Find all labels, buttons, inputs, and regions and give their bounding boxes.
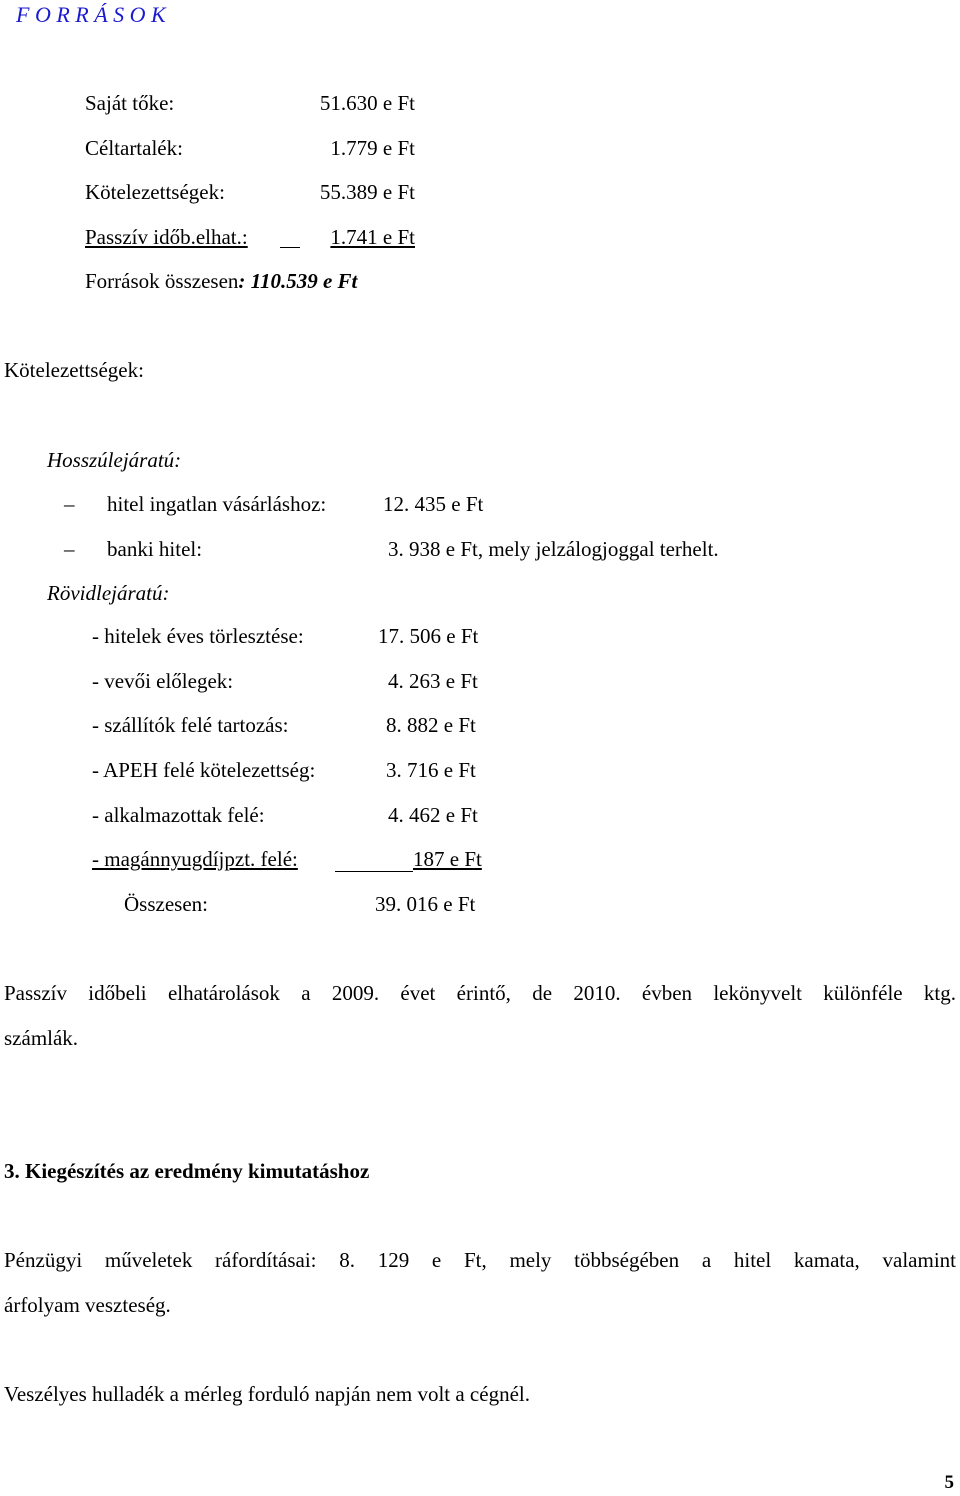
long-term-value-ingatlan: 12. 435 e Ft — [383, 492, 484, 516]
short-term-label: - vevői előlegek: — [92, 669, 234, 693]
summary-value-sajat-toke: 51.630 e Ft — [319, 91, 415, 115]
summary-label-kotelezettsegek: Kötelezettségek: — [85, 180, 225, 204]
long-term-bullet: – — [64, 492, 75, 516]
short-term-label: - szállítók felé tartozás: — [92, 713, 289, 737]
short-term-title: Rövidlejáratú: — [47, 581, 170, 605]
summary-label-passziv: Passzív időb.elhat.: — [85, 225, 248, 249]
summary-value-passziv: 1.741 e Ft — [330, 225, 415, 249]
short-term-label: - APEH felé kötelezettség: — [92, 758, 316, 782]
long-term-label-banki: banki hitel: — [107, 537, 203, 561]
passziv-paragraph-end: számlák. — [4, 1026, 79, 1050]
financial-paragraph: Pénzügyi műveletek ráfordításai: 8. 129 e Ft, mely többségében a hitel kamata, valamint — [4, 1248, 956, 1272]
summary-label-sajat-toke: Saját tőke: — [85, 91, 175, 115]
financial-paragraph-end: árfolyam veszteség. — [4, 1293, 171, 1317]
short-term-total-label: Összesen: — [124, 892, 208, 916]
hazardous-waste-note: Veszélyes hulladék a mérleg forduló napján nem volt a cégnél. — [4, 1382, 530, 1406]
section-heading: F O R R Á S O K — [16, 2, 166, 27]
summary-underline-gap — [280, 247, 300, 248]
summary-label-celtartalek: Céltartalék: — [85, 136, 183, 160]
long-term-bullet: – — [64, 537, 75, 561]
summary-value-celtartalek: 1.779 e Ft — [330, 136, 415, 160]
section3-heading: 3. Kiegészítés az eredmény kimutatáshoz — [4, 1159, 370, 1183]
page-number: 5 — [944, 1472, 954, 1493]
kotelezettsegek-title: Kötelezettségek: — [4, 358, 144, 382]
summary-total — [85, 271, 357, 292]
short-term-value: 3. 716 e Ft — [386, 758, 476, 782]
short-term-value: 4. 263 e Ft — [388, 669, 478, 693]
short-term-total-value: 39. 016 e Ft — [375, 892, 476, 916]
short-term-label: - alkalmazottak felé: — [92, 803, 265, 827]
long-term-title: Hosszúlejáratú: — [47, 448, 182, 472]
short-term-value: 17. 506 e Ft — [378, 624, 479, 648]
short-term-value: 4. 462 e Ft — [388, 803, 478, 827]
short-term-label: - magánnyugdíjpzt. felé: — [92, 847, 298, 871]
long-term-value-banki: 3. 938 e Ft, mely jelzálogjoggal terhelt. — [388, 537, 719, 561]
summary-total-label: Források összesen — [85, 269, 239, 293]
summary-total-value: : 110.539 e Ft — [238, 269, 358, 293]
short-term-underline-gap — [335, 871, 413, 872]
short-term-value: 187 e Ft — [413, 847, 482, 871]
short-term-value: 8. 882 e Ft — [386, 713, 476, 737]
summary-value-kotelezettsegek: 55.389 e Ft — [319, 180, 415, 204]
short-term-label: - hitelek éves törlesztése: — [92, 624, 304, 648]
long-term-label-ingatlan: hitel ingatlan vásárláshoz: — [107, 492, 327, 516]
passziv-paragraph: Passzív időbeli elhatárolások a 2009. évet érintő, de 2010. évben lekönyvelt különféle ktg. — [4, 981, 956, 1005]
